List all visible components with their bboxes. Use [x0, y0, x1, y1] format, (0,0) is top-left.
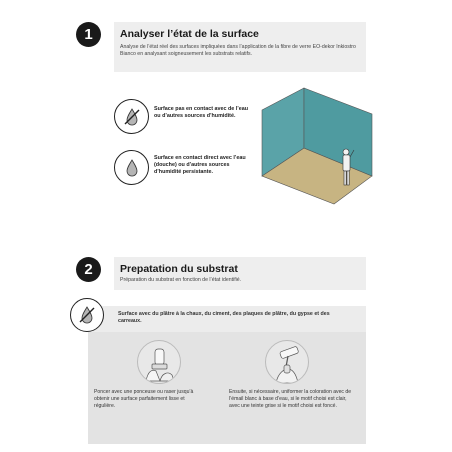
methods-panel	[88, 332, 366, 444]
no-water-drop-icon	[114, 99, 149, 134]
room-illustration	[258, 84, 376, 208]
water-drop-icon	[114, 150, 149, 185]
step-2-title: Prepatation du substrat	[120, 263, 238, 275]
surface-type-bar	[88, 306, 366, 332]
method-2-text: Ensuite, si nécessaire, uniformer la coloration avec de l’émail blanc à base d’eau, si le motif choisi est clair, avec une teinte grise si le motif choisi est foncé.	[229, 389, 352, 409]
step-2-badge: 2	[76, 257, 101, 282]
sander-icon	[137, 340, 181, 384]
step-1-description: Analyse de l’état réel des surfaces impliquées dans l’application de la fibre de verre EO-dekor Inkiostro Bianco en analysant soigneusement les substrats relatifs.	[120, 44, 356, 57]
step-1-item-2-label: Surface en contact direct avec l’eau (douche) ou d’autres sources d’humidité persistante.	[154, 155, 246, 175]
step-1-title: Analyser l’état de la surface	[120, 28, 259, 40]
paint-roller-icon	[265, 340, 309, 384]
step-1-badge: 1	[76, 22, 101, 47]
step-1-item-1-label: Surface pas en contact avec de l’eau ou d’autres sources d’humidité.	[154, 106, 249, 119]
method-1-text: Poncer avec une ponceuse ou raser jusqu’à obtenir une surface parfaitement lisse et régulière.	[94, 389, 194, 409]
surface-type-label: Surface avec du plâtre à la chaux, du ciment, des plaques de plâtre, du gypse et des carreaux.	[118, 311, 330, 324]
step-1-header	[114, 22, 366, 72]
step-2-description: Préparation du substrat en fonction de l’état identifié.	[120, 277, 242, 283]
no-water-drop-icon-2	[70, 298, 104, 332]
step-2-header	[114, 257, 366, 290]
